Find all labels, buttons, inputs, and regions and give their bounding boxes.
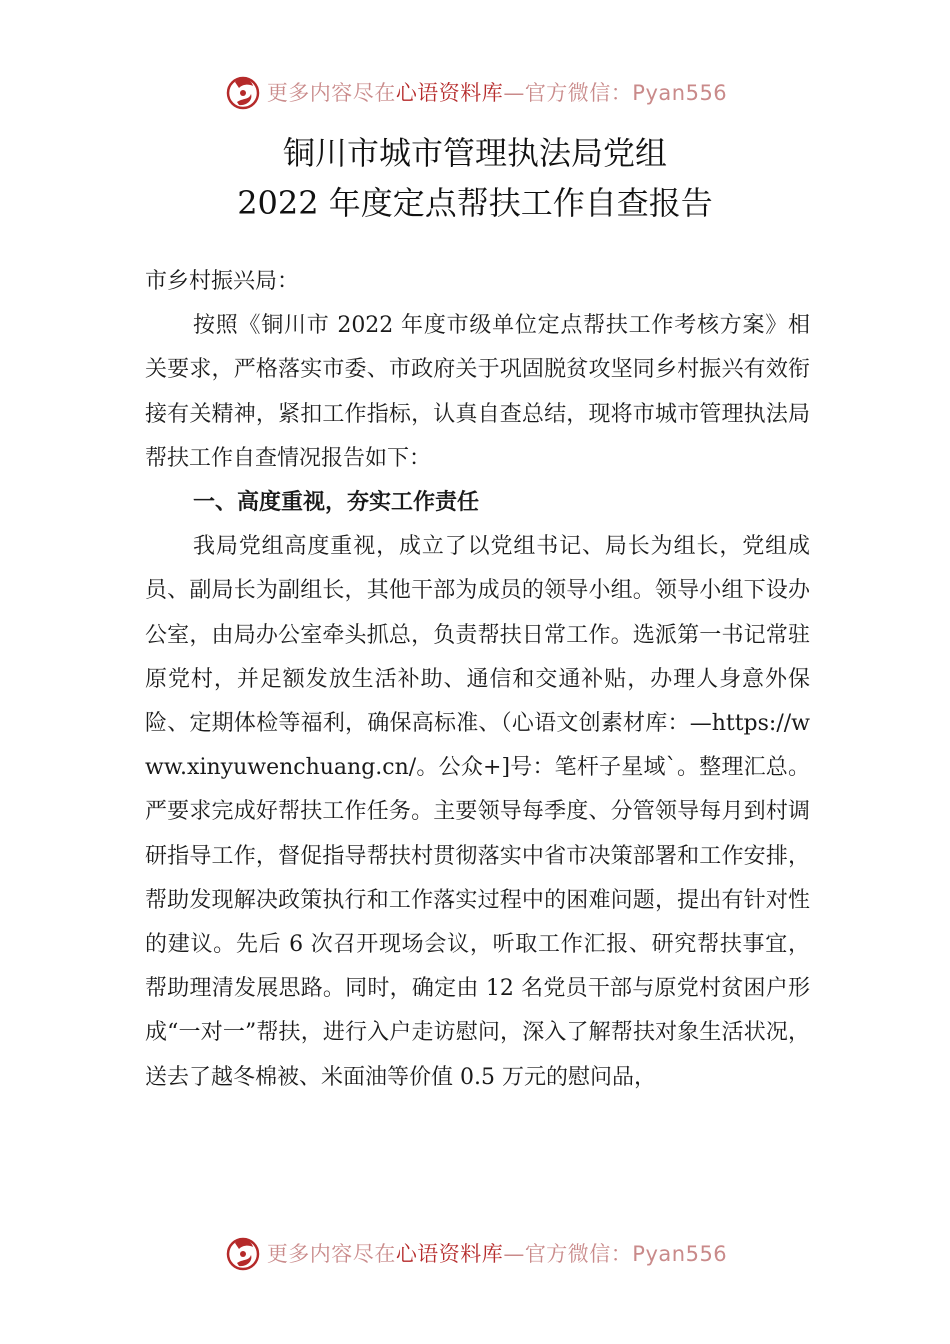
addressee: 市乡村振兴局：	[145, 269, 300, 294]
document-title	[0, 128, 950, 228]
watermark-text: 更多内容尽在心语资料库—官方微信：Pyan556	[266, 81, 728, 105]
watermark-text: 更多内容尽在心语资料库—官方微信：Pyan556	[266, 1242, 728, 1266]
intro-paragraph: 按照《铜川市 2022 年度市级单位定点帮扶工作考核方案》相关要求，严格落实市委、市政府关于巩固脱贫攻坚同乡村振兴有效衔接有关精神，紧扣工作指标，认真自查总结，现将市城市管理执法局帮扶工作自查情况报告如下：	[145, 313, 810, 471]
title-line-1: 铜川市城市管理执法局党组	[282, 134, 667, 172]
watermark-banner-top	[0, 70, 950, 114]
section-heading-1: 一、高度重视，夯实工作责任	[193, 490, 480, 516]
title-line-2: 2022 年度定点帮扶工作自查报告	[237, 184, 713, 222]
watermark-logo-icon	[223, 1233, 263, 1273]
watermark-logo-icon	[223, 72, 263, 112]
document-body	[145, 260, 810, 1100]
watermark-banner-bottom	[0, 1231, 950, 1275]
section-1-paragraph: 我局党组高度重视，成立了以党组书记、局长为组长，党组成员、副局长为副组长，其他干部为成员的领导小组。领导小组下设办公室，由局办公室牵头抓总，负责帮扶日常工作。选派第一书记常驻原党村，并足额发放生活补助、通信和交通补贴，办理人身意外保险、定期体检等福利，确保高标准、（心语文创素材库：—https://www.xinyuwenchuang.cn/。公众+]号：笔杆子星域`。整理汇总。严要求完成好帮扶工作任务。主要领导每季度、分管领导每月到村调研指导工作，督促指导帮扶村贯彻落实中省市决策部署和工作安排，帮助发现解决政策执行和工作落实过程中的困难问题，提出有针对性的建议。先后 6 次召开现场会议，听取工作汇报、研究帮扶事宜，帮助理清发展思路。同时，确定由 12 名党员干部与原党村贫困户形成“一对一”帮扶，进行入户走访慰问，深入了解帮扶对象生活状况，送去了越冬棉被、米面油等价值 0.5 万元的慰问品，	[145, 534, 810, 1090]
